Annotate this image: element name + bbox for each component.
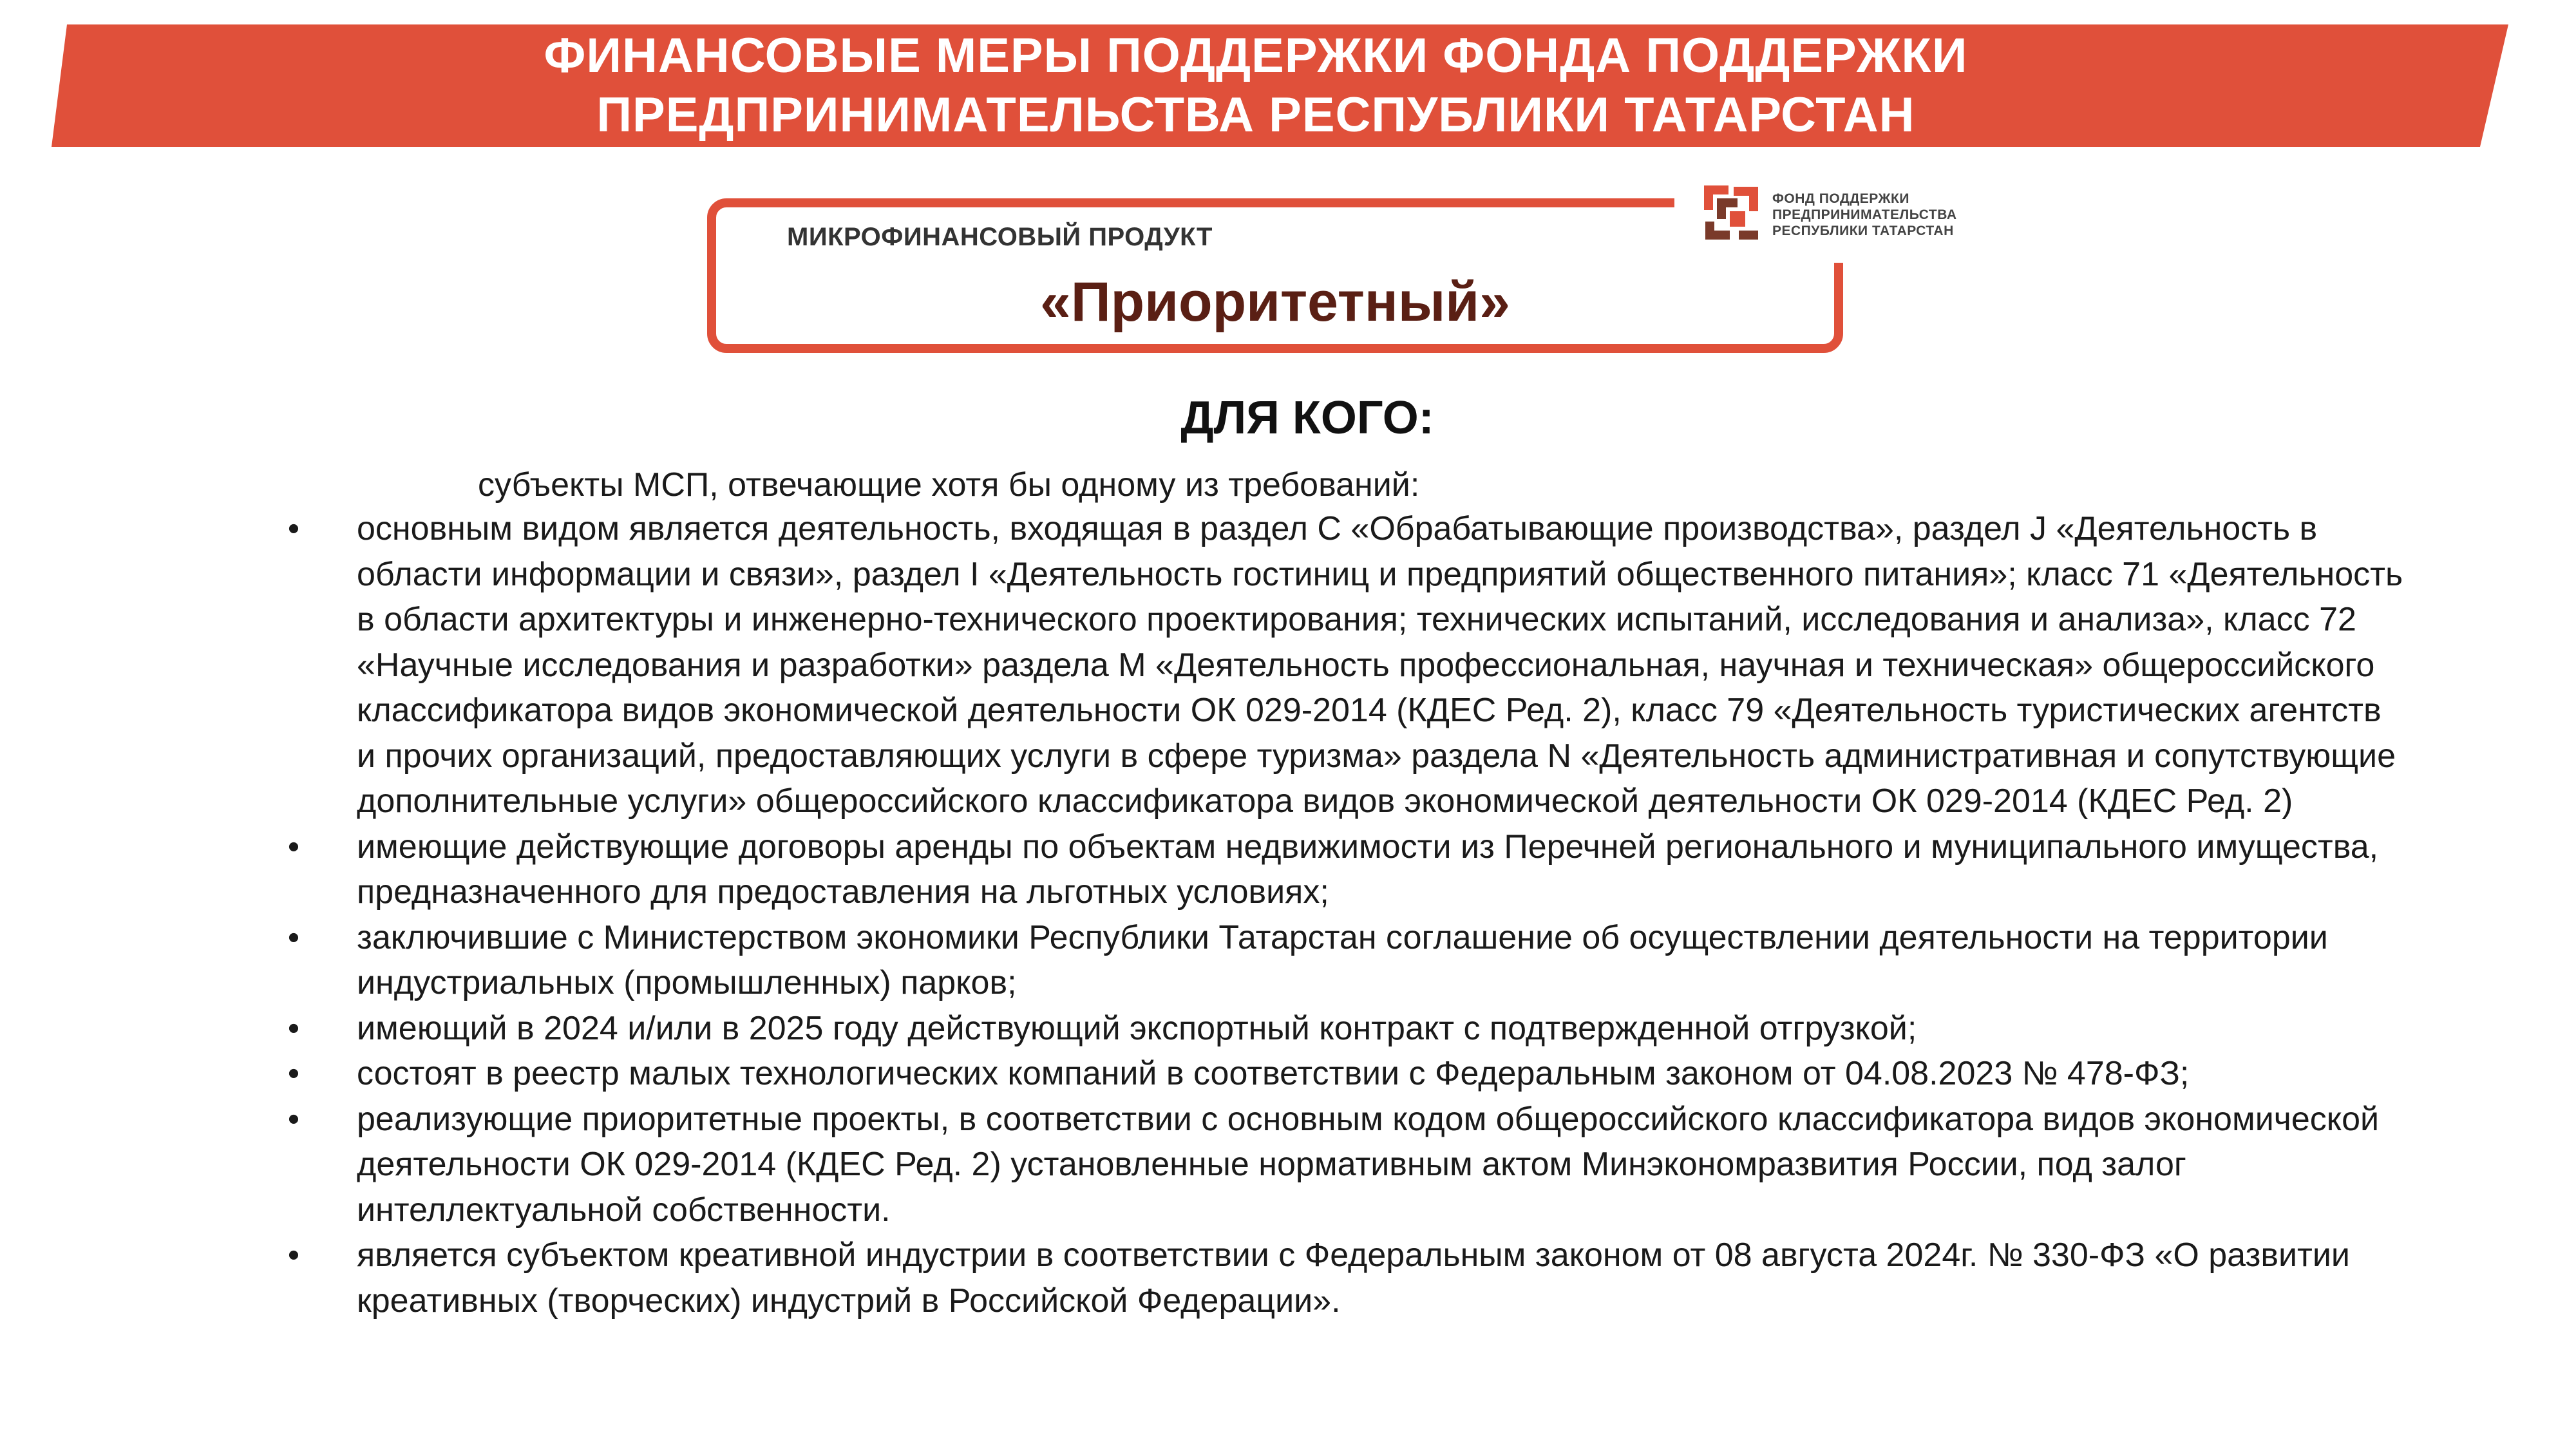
list-item-text: имеющие действующие договоры аренды по объектам недвижимости из Перечней регионального и муниципального имущества, предназначенного для предоставления на льготных условиях; [357, 828, 2379, 911]
fund-logo-text [1772, 191, 1957, 239]
header-title-line2: ПРЕДПРИНИМАТЕЛЬСТВА РЕСПУБЛИКИ ТАТАРСТАН [596, 88, 1915, 142]
list-item [281, 1051, 2406, 1097]
list-item-text: состоят в реестр малых технологических компаний в соответствии с Федеральным законом от 04.08.2023 № 478-ФЗ; [357, 1055, 2190, 1092]
list-item-text: реализующие приоритетные проекты, в соответствии с основным кодом общероссийского классификатора видов экономической деятельности ОК 029-2014 (КДЕС Ред. 2) установленные нормативным актом Минэкономразвития России, под залог интеллектуальной собственности. [357, 1100, 2380, 1229]
list-item [281, 1006, 2406, 1052]
criteria-list [281, 506, 2406, 1323]
section-heading: ДЛЯ КОГО: [1180, 392, 1434, 444]
header-title [0, 24, 2512, 147]
logo-line1: ФОНД ПОДДЕРЖКИ [1772, 191, 1909, 206]
list-item [281, 824, 2406, 915]
list-item-text: имеющий в 2024 и/или в 2025 году действующий экспортный контракт с подтвержденной отгрузкой; [357, 1009, 1917, 1047]
bullet-icon: • [287, 828, 300, 866]
list-item [281, 1233, 2406, 1323]
list-item-text: является субъектом креативной индустрии в соответствии с Федеральным законом от 08 августа 2024г. № 330-ФЗ «О развитии креативных (творческих) индустрий в Российской Федерации». [357, 1236, 2350, 1320]
bullet-icon: • [287, 1236, 300, 1274]
bullet-icon: • [287, 1055, 300, 1092]
logo-line2: ПРЕДПРИНИМАТЕЛЬСТВА [1772, 207, 1957, 222]
list-item [281, 506, 2406, 824]
bullet-icon: • [287, 510, 300, 547]
list-item-text: основным видом является деятельность, входящая в раздел С «Обрабатывающие производства», раздел J «Деятельность в области информации и связи», раздел I «Деятельность гостиниц и предприятий общественного питания»; класс 71 «Деятельность в области архитектуры и инженерно-технического проектирования; технических испытаний, исследования и анализа», класс 72 «Научные исследования и разработки» раздела М «Деятельность профессиональная, научная и техническая» общероссийского классификатора видов экономической деятельности ОК 029-2014 (КДЕС Ред. 2), класс 79 «Деятельность туристических агентств и прочих организаций, предоставляющих услуги в сфере туризма» раздела N «Деятельность административная и сопутствующие дополнительные услуги» общероссийского классификатора видов экономической деятельности ОК 029-2014 (КДЕС Ред. 2) [357, 510, 2403, 820]
header-title-line1: ФИНАНСОВЫЕ МЕРЫ ПОДДЕРЖКИ ФОНДА ПОДДЕРЖКИ [544, 28, 1968, 83]
product-name: «Приоритетный» [1040, 271, 1510, 333]
product-label: МИКРОФИНАНСОВЫЙ ПРОДУКТ [787, 223, 1213, 251]
list-item [281, 915, 2406, 1006]
list-item-text: заключившие с Министерством экономики Республики Татарстан соглашение об осуществлении деятельности на территории индустриальных (промышленных) парков; [357, 918, 2328, 1001]
list-item [281, 1097, 2406, 1233]
fund-logo-icon [1700, 182, 1762, 243]
logo-line3: РЕСПУБЛИКИ ТАТАРСТАН [1772, 223, 1954, 238]
bullet-icon: • [287, 918, 300, 956]
bullet-icon: • [287, 1100, 300, 1138]
bullet-icon: • [287, 1009, 300, 1047]
intro-text: субъекты МСП, отвечающие хотя бы одному из требований: [478, 466, 1420, 504]
